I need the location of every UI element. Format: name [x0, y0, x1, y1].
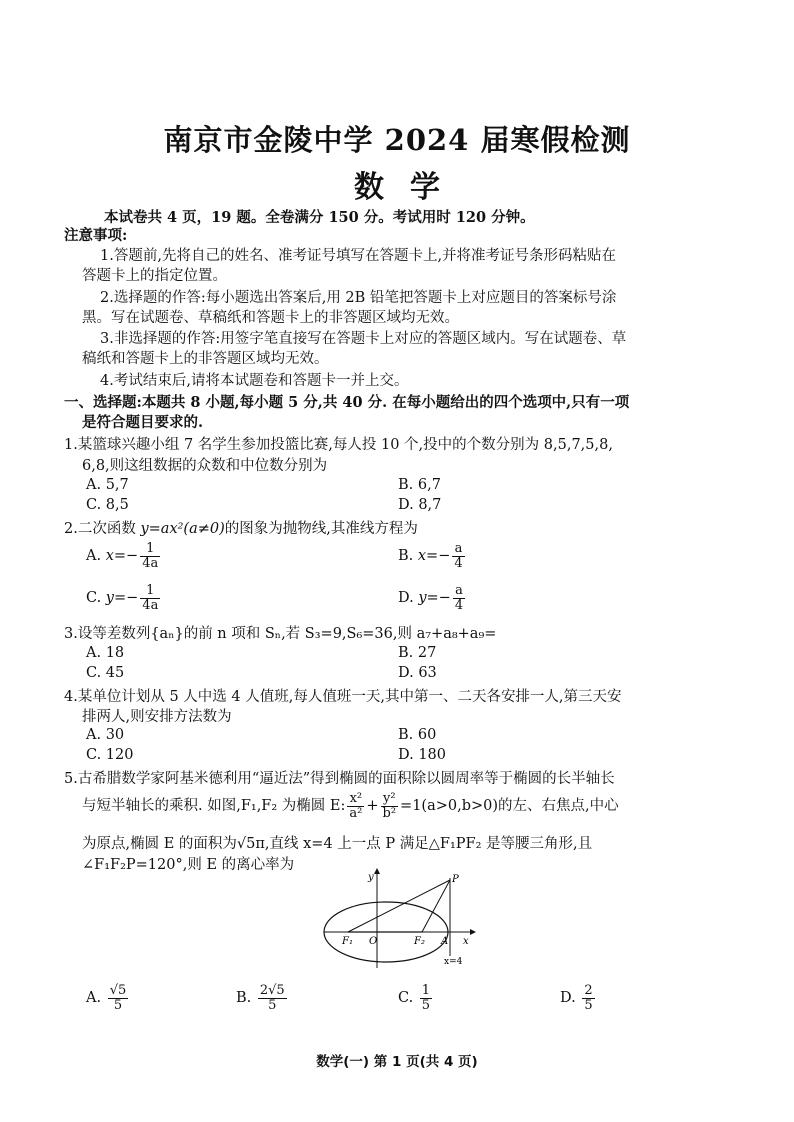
q2-option-d: [398, 584, 467, 612]
q5-y-fraction: [381, 792, 399, 820]
q2-b-label: B.: [398, 548, 418, 565]
section-1-line-2: 是符合题目要求的.: [82, 414, 204, 431]
q5-b-fraction: [258, 984, 287, 1012]
q2-a-label: A.: [86, 548, 106, 565]
q2-c-denominator: 4a: [142, 597, 159, 613]
q5-plus: +: [366, 798, 379, 815]
q2-option-c: [86, 584, 162, 612]
q2-b-fraction: [452, 542, 464, 570]
q2-prefix: 2.二次函数: [64, 521, 141, 537]
q4-stem-line-1: 4.某单位计划从 5 人中选 4 人值班,每人值班一天,其中第一、二天各安排一人,第三天安: [64, 689, 622, 705]
q5-stem-line-4: ∠F₁F₂P=120°,则 E 的离心率为: [82, 857, 295, 873]
label-o: O: [369, 936, 378, 947]
q2-c-fraction: [140, 584, 160, 612]
q2-a-lhs: x=−: [105, 548, 139, 565]
q2-d-fraction: [453, 584, 465, 612]
note-3-line-2: 稿纸和答题卡上的非答题区域均无效。: [82, 351, 329, 367]
note-4: 4.考试结束后,请将本试题卷和答题卡一并上交。: [100, 373, 409, 389]
q3-option-d: D. 63: [398, 665, 437, 681]
label-f1: F₁: [342, 936, 353, 947]
note-3-line-1: 3.非选择题的作答:用签字笔直接写在答题卡上对应的答题区域内。写在试题卷、草: [100, 331, 627, 347]
q2-option-b: [398, 542, 467, 570]
q4-option-b: B. 60: [398, 727, 437, 743]
q2-d-denominator: 4: [454, 597, 464, 613]
label-x: x: [463, 936, 469, 947]
q2-function: y=ax²(a≠0): [140, 521, 225, 537]
q5-b-denominator: 5: [268, 997, 277, 1013]
q5-line-2-start: 与短半轴长的乘积. 如图,F₁,F₂ 为椭圆 E:: [82, 798, 346, 815]
q2-d-lhs: y=−: [418, 590, 451, 607]
exam-intro: 本试卷共 4 页，19 题。全卷满分 150 分。考试用时 120 分钟。: [104, 209, 535, 226]
q3-option-c: C. 45: [86, 665, 125, 681]
note-1-line-2: 答题卡上的指定位置。: [82, 268, 227, 284]
q2-a-fraction: [140, 542, 160, 570]
q1-option-d: D. 8,7: [398, 497, 442, 513]
note-2-line-2: 黑。写在试题卷、草稿纸和答题卡上的非答题区域均无效。: [82, 310, 459, 326]
q1-option-c: C. 8,5: [86, 497, 129, 513]
q2-c-lhs: y=−: [105, 590, 139, 607]
q2-stem: [64, 519, 418, 539]
label-f2: F₂: [414, 936, 425, 947]
q4-option-d: D. 180: [398, 747, 447, 763]
q5-c-denominator: 5: [421, 997, 431, 1013]
label-p: P: [452, 874, 459, 885]
q2-suffix: 的图象为抛物线,其准线方程为: [224, 521, 418, 537]
q1-option-b: B. 6,7: [398, 477, 441, 493]
label-x-equals-4: x=4: [444, 957, 463, 967]
q5-a-label: A.: [86, 990, 106, 1007]
q5-a-denominator: 5: [113, 997, 123, 1013]
q5-stem-line-2: [82, 792, 619, 820]
q4-option-a: A. 30: [86, 727, 125, 743]
q5-x-fraction: [347, 792, 364, 820]
q3-option-a: A. 18: [86, 645, 125, 661]
q5-option-a: [86, 984, 130, 1012]
q5-a-fraction: [108, 984, 129, 1012]
q5-d-denominator: 5: [584, 997, 593, 1013]
q5-option-c: [398, 984, 434, 1012]
q5-x-denominator: a²: [349, 805, 363, 821]
q5-d-numerator: 2: [584, 983, 593, 998]
q2-b-denominator: 4: [454, 555, 463, 571]
q5-line-2-end: =1(a>0,b>0)的左、右焦点,中心: [400, 798, 619, 815]
q5-d-fraction: [582, 984, 594, 1012]
q1-stem-line-2: 6,8,则这组数据的众数和中位数分别为: [82, 458, 328, 474]
exam-title: 南京市金陵中学 2024 届寒假检测: [163, 123, 631, 157]
q2-option-a: [86, 542, 162, 570]
q5-x-numerator: x²: [347, 792, 364, 807]
q2-d-numerator: a: [453, 584, 465, 599]
q4-option-c: C. 120: [86, 747, 134, 763]
q5-b-numerator: 2√5: [259, 983, 285, 998]
q5-d-label: D.: [560, 990, 581, 1007]
q2-b-lhs: x=−: [417, 548, 451, 565]
q5-stem-line-3: 为原点,椭圆 E 的面积为√5π,直线 x=4 上一点 P 满足△F₁PF₂ 是等腰三角形,且: [82, 836, 593, 852]
subject-title: 数学: [354, 170, 466, 205]
segment-f1-p: [348, 880, 450, 932]
q5-c-numerator: 1: [421, 983, 431, 998]
q5-stem-line-1: 5.古希腊数学家阿基米德利用“逼近法”得到椭圆的面积除以圆周率等于椭圆的长半轴长: [64, 771, 615, 787]
q2-a-denominator: 4a: [142, 555, 159, 571]
q5-c-label: C.: [398, 990, 418, 1007]
q5-option-d: [560, 984, 597, 1012]
notes-heading: 注意事项:: [64, 227, 128, 244]
q2-d-label: D.: [398, 590, 419, 607]
note-1-line-1: 1.答题前,先将自己的姓名、准考证号填写在答题卡上,并将准考证号条形码粘贴在: [100, 248, 617, 264]
q2-a-numerator: 1: [140, 542, 160, 557]
q3-stem: 3.设等差数列{aₙ}的前 n 项和 Sₙ,若 S₃=9,S₆=36,则 a₇+a₈+a₉=: [64, 626, 497, 642]
q5-y-denominator: b²: [382, 805, 397, 821]
label-y: y: [368, 872, 374, 883]
ellipse-figure: [318, 868, 478, 968]
x-axis-arrow: [470, 929, 476, 935]
q3-option-b: B. 27: [398, 645, 437, 661]
q2-b-numerator: a: [452, 542, 464, 557]
note-2-line-1: 2.选择题的作答:每小题选出答案后,用 2B 铅笔把答题卡上对应题目的答案标号涂: [100, 290, 617, 306]
y-axis-arrow: [374, 868, 380, 874]
label-a: A: [441, 936, 449, 947]
q2-c-label: C.: [86, 590, 106, 607]
q5-option-b: [236, 984, 289, 1012]
q4-stem-line-2: 排两人,则安排方法数为: [82, 709, 232, 725]
q2-c-numerator: 1: [140, 584, 160, 599]
q1-stem-line-1: 1.某篮球兴趣小组 7 名学生参加投篮比赛,每人投 10 个,投中的个数分别为 8,5,7,5,8,: [64, 437, 613, 453]
q5-c-fraction: [420, 984, 432, 1012]
q5-y-numerator: y²: [381, 792, 399, 807]
q5-a-numerator: √5: [109, 983, 127, 998]
section-1-line-1: 一、选择题:本题共 8 小题,每小题 5 分,共 40 分. 在每小题给出的四个选项中,只有一项: [64, 394, 630, 411]
q5-b-label: B.: [236, 990, 256, 1007]
q1-option-a: A. 5,7: [86, 477, 129, 493]
page-footer: 数学(一) 第 1 页(共 4 页): [316, 1054, 478, 1070]
